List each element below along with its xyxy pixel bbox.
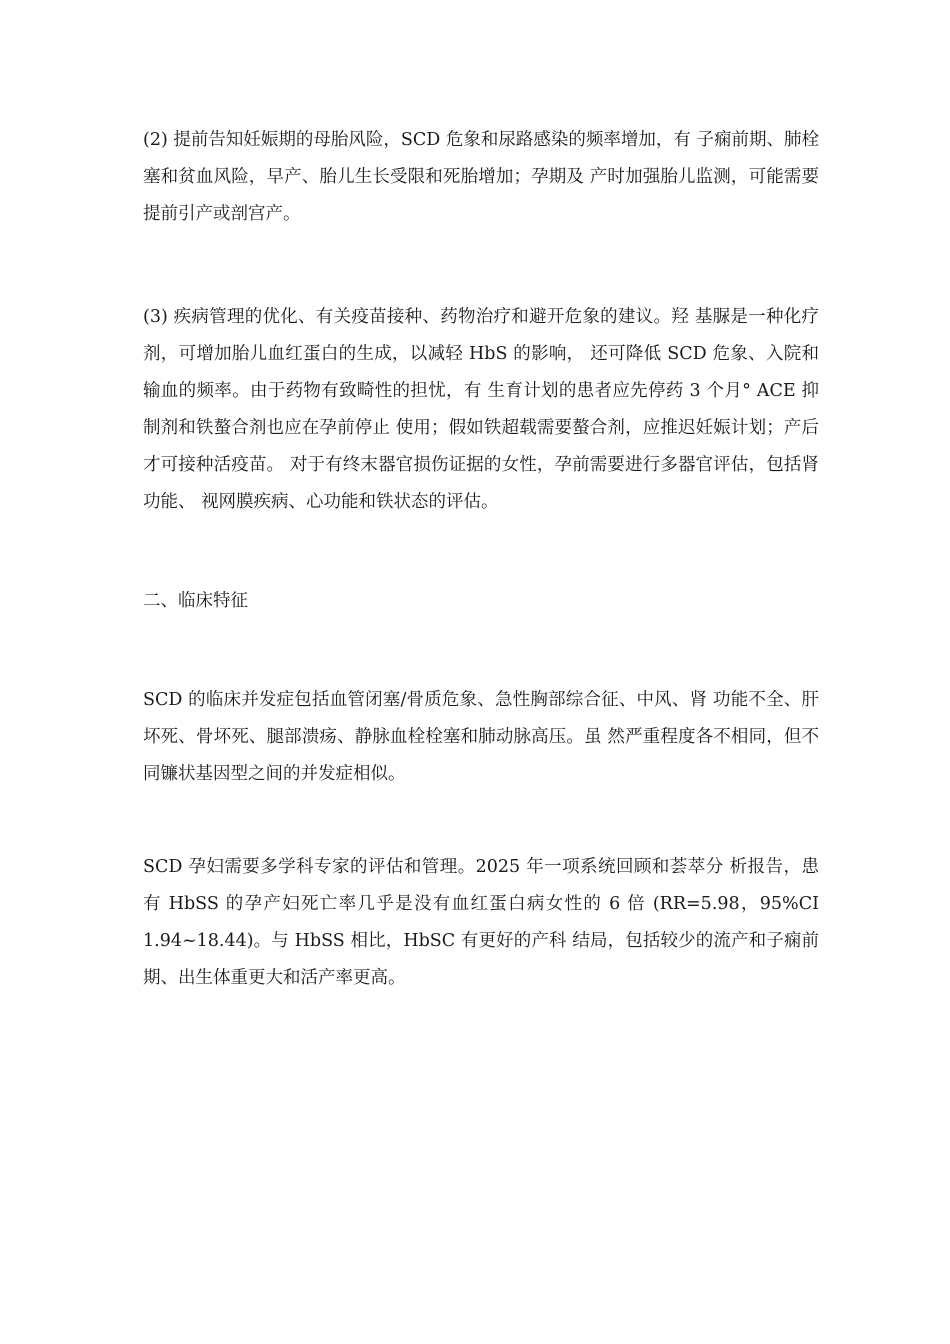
- section-heading-clinical-features: 二、临床特征: [143, 591, 248, 611]
- paragraph-maternal-fetal-risk: (2) 提前告知妊娠期的母胎风险，SCD 危象和尿路感染的频率增加，有 子痫前期、肺栓塞和贫血风险，早产、胎儿生长受限和死胎增加；孕期及 产时加强胎儿监测，可能需要提前引产或剖宫产。: [143, 130, 819, 224]
- paragraph-spacer: [143, 620, 819, 682]
- paragraph-scd-complications: SCD 的临床并发症包括血管闭塞/骨质危象、急性胸部综合征、中风、肾 功能不全、肝坏死、骨坏死、腿部溃疡、静脉血栓栓塞和肺动脉高压。虽 然严重程度各不相同，但不同镰状基因型之间的并发症相似。: [143, 690, 819, 784]
- paragraph-multidisciplinary-management: SCD 孕妇需要多学科专家的评估和管理。2025 年一项系统回顾和荟萃分 析报告，患有 HbSS 的孕产妇死亡率几乎是没有血红蛋白病女性的 6 倍 (RR=5.98，95%CI 1.94~18.44)。与 HbSS 相比，HbSC 有更好的产科 结局，包括较少的流产和子痫前期、出生体重更大和活产率更高。: [143, 857, 819, 988]
- paragraph-disease-management: (3) 疾病管理的优化、有关疫苗接种、药物治疗和避开危象的建议。羟 基脲是一种化疗剂，可增加胎儿血红蛋白的生成，以减轻 HbS 的影响， 还可降低 SCD 危象、入院和输血的频率。由于药物有致畸性的担忧，有 生育计划的患者应先停药 3 个月° ACE 抑制剂和铁螯合剂也应在孕前停止 使用；假如铁超载需要螯合剂，应推迟妊娠计划；产后才可接种活疫苗。 对于有终末器官损伤证据的女性，孕前需要进行多器官评估，包括肾功能、 视网膜疾病、心功能和铁状态的评估。: [143, 307, 819, 512]
- paragraph-spacer: [143, 793, 819, 849]
- document-body: [143, 122, 819, 997]
- paragraph-spacer: [143, 521, 819, 583]
- paragraph-spacer: [143, 233, 819, 299]
